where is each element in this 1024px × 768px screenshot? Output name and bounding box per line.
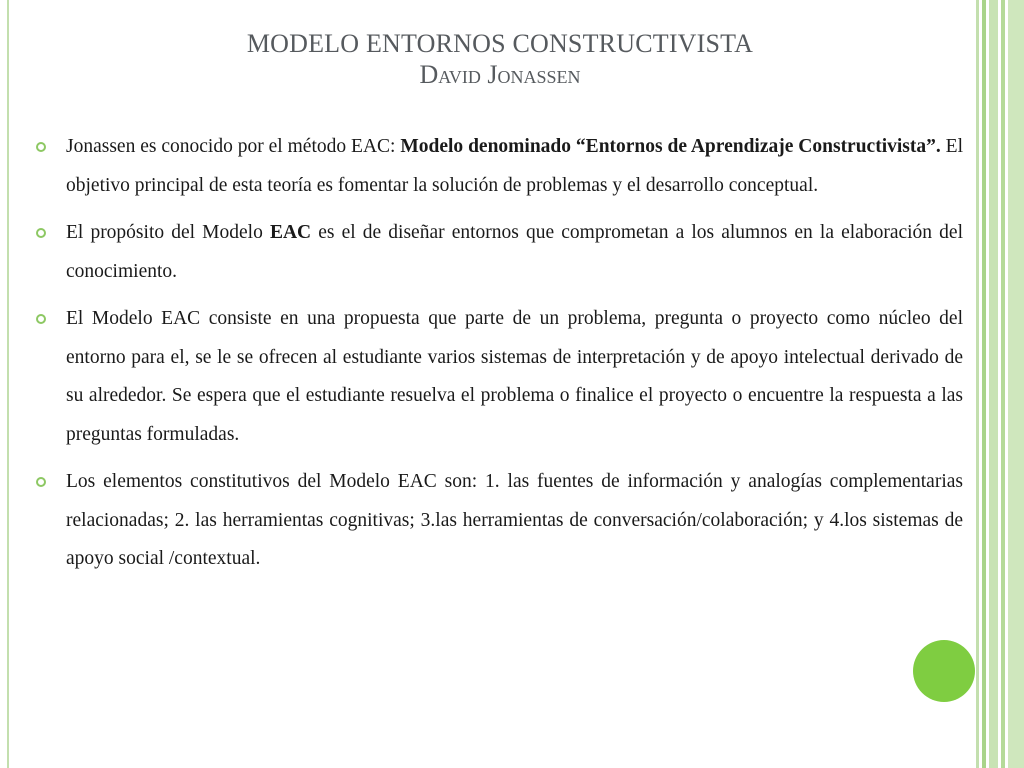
bullet-text: El objetivo principal de esta teoría es fomentar la solución de problemas y el desarrollo conceptual.: [66, 136, 963, 196]
bullet-icon: [36, 228, 46, 238]
bullet-text: El propósito del Modelo: [66, 222, 270, 243]
bullet-text: Jonassen es conocido por el método EAC:: [66, 136, 401, 157]
stripe: [989, 0, 998, 768]
bullet-bold-text: Modelo denominado “Entornos de Aprendizaje Constructivista”.: [400, 136, 941, 157]
bullet-item: [36, 214, 963, 291]
left-frame-line: [7, 0, 9, 768]
decorative-green-circle: [913, 640, 975, 702]
bullet-text: Los elementos constitutivos del Modelo EAC son: 1. las fuentes de información y analogías complementarias relacionadas; 2. las herramientas cognitivas; 3.las herramientas de conversación/colaboración; y 4.los sistemas de apoyo social /contextual.: [66, 471, 963, 569]
bullet-text: es el de diseñar entornos que comprometan a los alumnos en la elaboración del conocimiento.: [66, 222, 963, 282]
title-line-2: David Jonassen: [419, 60, 581, 89]
stripe: [976, 0, 979, 768]
bullet-icon: [36, 142, 46, 152]
stripe: [1001, 0, 1005, 768]
bullet-icon: [36, 477, 46, 487]
bullet-item: [36, 128, 963, 205]
stripe: [1008, 0, 1024, 768]
title-line-1: MODELO ENTORNOS CONSTRUCTIVISTA: [246, 29, 754, 58]
bullet-bold-text: EAC: [269, 222, 312, 243]
bullet-list: [36, 128, 963, 588]
bullet-item: [36, 463, 963, 579]
bullet-icon: [36, 314, 46, 324]
bullet-text: El Modelo EAC consiste en una propuesta que parte de un problema, pregunta o proyecto como núcleo del entorno para el, se le se ofrecen al estudiante varios sistemas de interpretación y de apoyo intelectual derivado de su alrededor. Se espera que el estudiante resuelva el problema o finalice el proyecto o encuentre la respuesta a las preguntas formuladas.: [66, 308, 963, 445]
bullet-item: [36, 300, 963, 454]
stripe: [982, 0, 986, 768]
decorative-stripes: [976, 0, 1024, 768]
slide-title: [0, 28, 1000, 90]
